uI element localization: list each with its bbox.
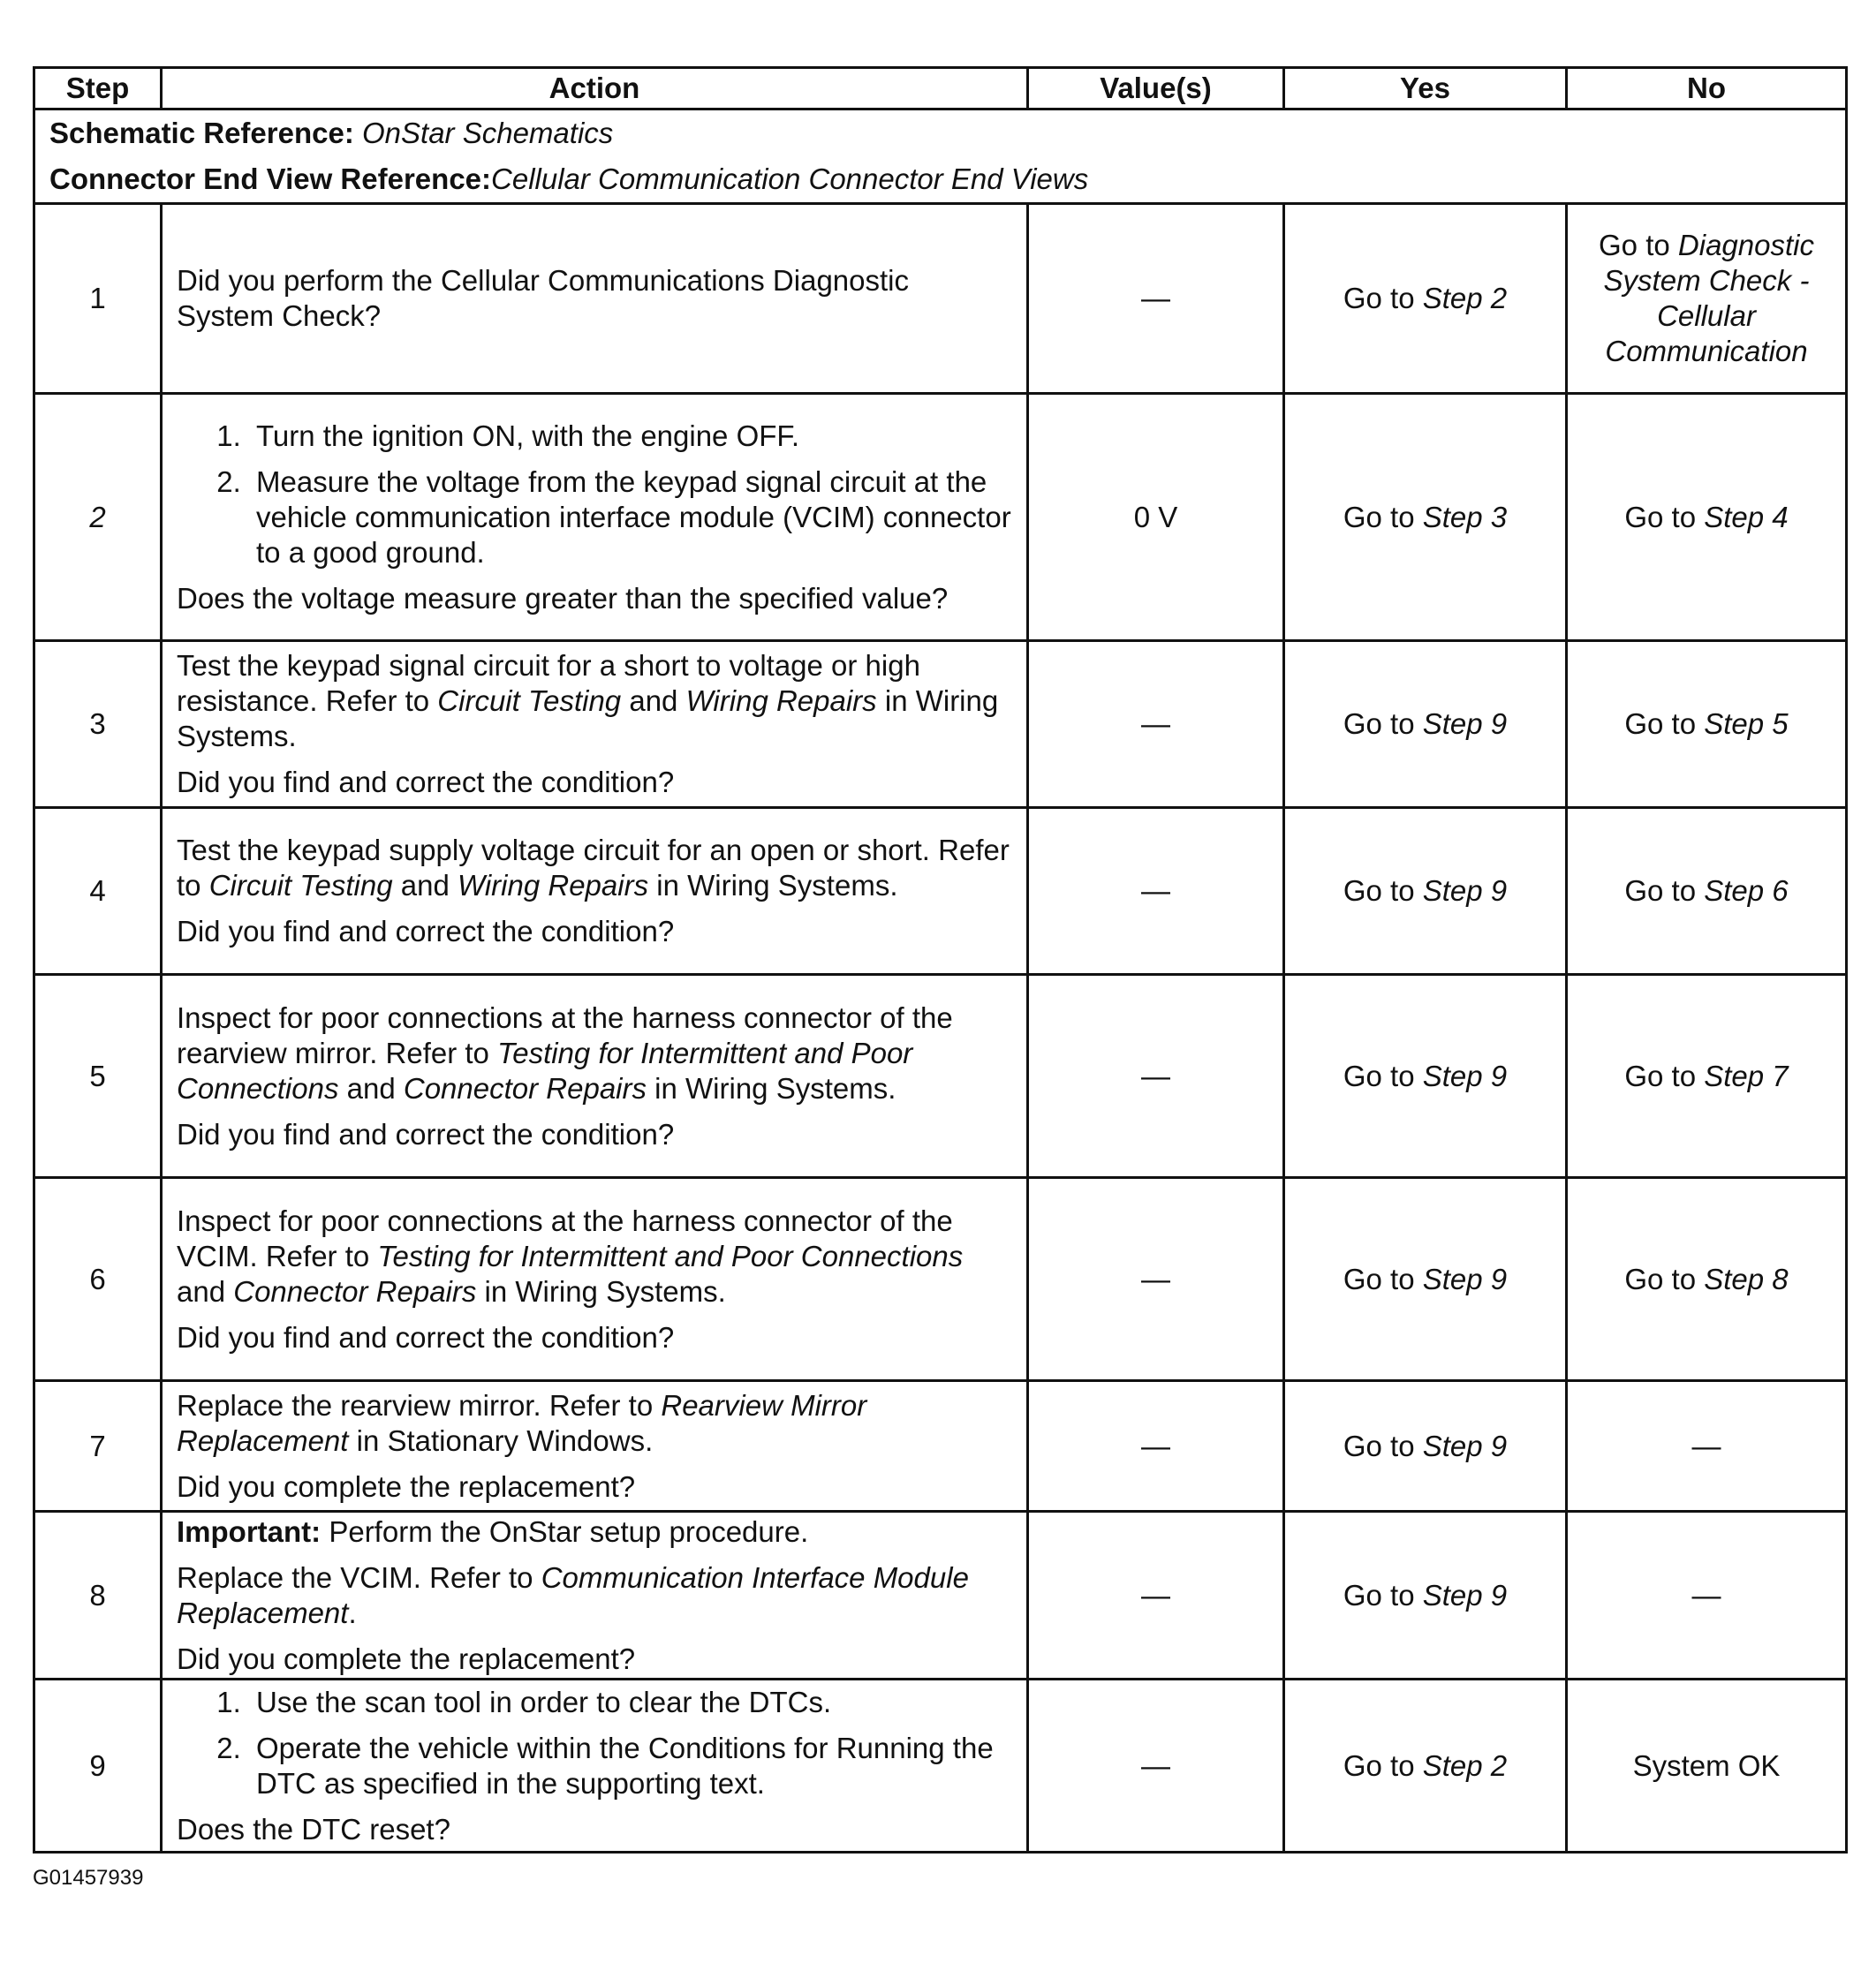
- yes-prefix: Go to: [1343, 874, 1415, 907]
- connector-reference-link[interactable]: Cellular Communication Connector End Views: [491, 162, 1089, 195]
- no-prefix: Go to: [1624, 500, 1697, 533]
- action-link[interactable]: Testing for Intermittent and Poor Connections: [177, 1036, 913, 1105]
- value-cell: —: [1028, 1178, 1284, 1381]
- action-link[interactable]: Wiring Repairs: [685, 684, 877, 717]
- action-cell: [162, 1512, 1028, 1680]
- header-values: Value(s): [1028, 68, 1284, 109]
- action-cell: [162, 1178, 1028, 1381]
- value-cell: —: [1028, 1381, 1284, 1512]
- action-link[interactable]: Communication Interface Module Replacement: [177, 1560, 969, 1629]
- no-prefix: Go to: [1624, 874, 1697, 907]
- action-link[interactable]: Circuit Testing: [208, 869, 393, 902]
- yes-cell: [1284, 204, 1567, 394]
- yes-prefix: Go to: [1343, 707, 1415, 740]
- yes-prefix: Go to: [1343, 1429, 1415, 1462]
- reference-row: [34, 109, 1847, 204]
- action-link[interactable]: Wiring Repairs: [457, 869, 649, 902]
- no-link[interactable]: Step 8: [1704, 1262, 1789, 1295]
- no-cell: —: [1567, 1381, 1847, 1512]
- yes-cell: [1284, 1178, 1567, 1381]
- no-cell: [1567, 1178, 1847, 1381]
- important-note: [177, 1514, 1012, 1550]
- step-number: 5: [34, 975, 162, 1178]
- no-link[interactable]: Step 5: [1704, 707, 1789, 740]
- table-row: [34, 1178, 1847, 1381]
- yes-cell: [1284, 808, 1567, 975]
- value-cell: 0 V: [1028, 394, 1284, 641]
- value-cell: —: [1028, 1512, 1284, 1680]
- action-list-item: 2. Measure the voltage from the keypad signal circuit at the vehicle communication interface module (VCIM) connector to a good ground.: [249, 464, 1012, 570]
- action-text-part: and: [400, 869, 450, 902]
- yes-prefix: Go to: [1343, 1748, 1415, 1782]
- table-row: [34, 1512, 1847, 1680]
- value-cell: —: [1028, 204, 1284, 394]
- yes-prefix: Go to: [1343, 500, 1415, 533]
- action-text-part: in Wiring Systems.: [484, 1274, 726, 1308]
- important-label: Important:: [177, 1514, 321, 1548]
- no-cell: [1567, 204, 1847, 394]
- action-cell: [162, 1680, 1028, 1853]
- table-row: [34, 975, 1847, 1178]
- action-text-part: in Wiring Systems.: [654, 1071, 896, 1105]
- action-text-part: and: [346, 1071, 396, 1105]
- action-cell: [162, 808, 1028, 975]
- action-text-part: and: [177, 1274, 226, 1308]
- action-question: Did you find and correct the condition?: [177, 1117, 675, 1151]
- step-number: 7: [34, 1381, 162, 1512]
- yes-cell: [1284, 1512, 1567, 1680]
- no-link[interactable]: Step 4: [1704, 500, 1789, 533]
- action-cell: [162, 394, 1028, 641]
- no-prefix: Go to: [1624, 1262, 1697, 1295]
- no-cell: —: [1567, 1512, 1847, 1680]
- header-action: Action: [162, 68, 1028, 109]
- yes-cell: [1284, 1381, 1567, 1512]
- action-text-part: and: [629, 684, 678, 717]
- table-row: [34, 808, 1847, 975]
- action-text-part: .: [348, 1596, 357, 1629]
- action-text-part: Replace the rearview mirror. Refer to: [177, 1388, 654, 1422]
- schematic-reference-label: Schematic Reference:: [49, 117, 354, 149]
- action-question: Does the DTC reset?: [177, 1812, 450, 1846]
- action-question: Did you find and correct the condition?: [177, 766, 675, 798]
- yes-link[interactable]: Step 3: [1422, 500, 1508, 533]
- no-link[interactable]: Diagnostic System Check - Cellular Communication: [1603, 229, 1814, 367]
- action-link[interactable]: Testing for Intermittent and Poor Connections: [377, 1239, 964, 1272]
- schematic-reference: [49, 110, 1831, 156]
- important-text: Perform the OnStar setup procedure.: [329, 1514, 809, 1548]
- yes-link[interactable]: Step 9: [1422, 1059, 1508, 1092]
- yes-prefix: Go to: [1343, 1578, 1415, 1612]
- no-cell: [1567, 394, 1847, 641]
- action-link[interactable]: Connector Repairs: [403, 1071, 647, 1105]
- action-list: [177, 1685, 1012, 1801]
- figure-id: G01457939: [33, 1866, 144, 1890]
- action-link[interactable]: Connector Repairs: [233, 1274, 477, 1308]
- yes-cell: [1284, 394, 1567, 641]
- action-cell: [162, 641, 1028, 808]
- header-step: Step: [34, 68, 162, 109]
- action-text: [177, 1560, 1012, 1631]
- step-number: 8: [34, 1512, 162, 1680]
- action-list: [177, 419, 1012, 570]
- no-prefix: Go to: [1599, 229, 1670, 261]
- action-text: [177, 1000, 1012, 1106]
- yes-cell: [1284, 975, 1567, 1178]
- yes-link[interactable]: Step 2: [1422, 1748, 1508, 1782]
- action-question: Did you find and correct the condition?: [177, 1320, 675, 1354]
- action-list-item: 1. Use the scan tool in order to clear the DTCs.: [249, 1685, 1012, 1720]
- no-cell: [1567, 641, 1847, 808]
- step-number: 4: [34, 808, 162, 975]
- action-text-part: Replace the VCIM. Refer to: [177, 1560, 533, 1594]
- action-text: [177, 833, 1012, 903]
- action-text: [177, 648, 1012, 754]
- yes-cell: [1284, 641, 1567, 808]
- action-link[interactable]: Circuit Testing: [437, 684, 622, 717]
- action-list-item: 1. Turn the ignition ON, with the engine OFF.: [249, 419, 1012, 454]
- table-row: [34, 641, 1847, 808]
- yes-link[interactable]: Step 9: [1422, 1429, 1508, 1462]
- header-yes: Yes: [1284, 68, 1567, 109]
- action-question: Did you find and correct the condition?: [177, 915, 675, 948]
- value-cell: —: [1028, 1680, 1284, 1853]
- table-row: [34, 394, 1847, 641]
- value-cell: —: [1028, 975, 1284, 1178]
- action-text-part: Inspect for poor connections at the harness connector of the rearview mirror. Refer to: [177, 1000, 953, 1069]
- no-prefix: Go to: [1624, 1059, 1697, 1092]
- yes-prefix: Go to: [1343, 282, 1415, 314]
- yes-prefix: Go to: [1343, 1059, 1415, 1092]
- yes-prefix: Go to: [1343, 1262, 1415, 1295]
- yes-link[interactable]: Step 9: [1422, 707, 1508, 740]
- no-cell: System OK: [1567, 1680, 1847, 1853]
- step-number: 3: [34, 641, 162, 808]
- action-text-part: Inspect for poor connections at the harness connector of the VCIM. Refer to: [177, 1204, 953, 1272]
- action-link[interactable]: Rearview Mirror Replacement: [177, 1388, 867, 1457]
- action-text-part: in Stationary Windows.: [356, 1423, 654, 1457]
- yes-link[interactable]: Step 9: [1422, 874, 1508, 907]
- connector-reference: [49, 156, 1831, 202]
- no-prefix: Go to: [1624, 707, 1697, 740]
- action-cell: [162, 975, 1028, 1178]
- action-question: Did you complete the replacement?: [177, 1642, 636, 1675]
- header-row: [34, 68, 1847, 109]
- no-cell: [1567, 808, 1847, 975]
- step-number: 1: [34, 204, 162, 394]
- yes-link[interactable]: Step 9: [1422, 1578, 1508, 1612]
- action-list-item: 2. Operate the vehicle within the Conditions for Running the DTC as specified in the supporting text.: [249, 1731, 1012, 1801]
- step-number: 6: [34, 1178, 162, 1381]
- value-cell: —: [1028, 808, 1284, 975]
- action-cell: [162, 1381, 1028, 1512]
- action-text-part: in Wiring Systems.: [177, 684, 999, 752]
- action-text: [177, 1388, 1012, 1459]
- action-text-part: Test the keypad supply voltage circuit for an open or short. Refer to: [177, 834, 1010, 902]
- action-cell: [162, 204, 1028, 394]
- action-question: Does the voltage measure greater than the specified value?: [177, 581, 949, 615]
- action-text-part: Test the keypad signal circuit for a short to voltage or high resistance. Refer to: [177, 649, 920, 717]
- action-text-part: in Wiring Systems.: [656, 869, 898, 902]
- diagnostic-table: [33, 66, 1848, 1854]
- table-row: [34, 204, 1847, 394]
- yes-link[interactable]: Step 2: [1422, 282, 1508, 314]
- action-text: Did you perform the Cellular Communications Diagnostic System Check?: [177, 264, 910, 332]
- header-no: No: [1567, 68, 1847, 109]
- action-text: [177, 1204, 1012, 1310]
- step-number: 9: [34, 1680, 162, 1853]
- action-question: Did you complete the replacement?: [177, 1469, 636, 1503]
- yes-cell: [1284, 1680, 1567, 1853]
- table-row: [34, 1381, 1847, 1512]
- value-cell: —: [1028, 641, 1284, 808]
- connector-reference-label: Connector End View Reference:: [49, 162, 492, 195]
- yes-link[interactable]: Step 9: [1422, 1262, 1508, 1295]
- schematic-reference-link[interactable]: OnStar Schematics: [362, 117, 614, 149]
- no-cell: [1567, 975, 1847, 1178]
- step-number: 2: [34, 394, 162, 641]
- no-link[interactable]: Step 7: [1704, 1059, 1789, 1092]
- no-link[interactable]: Step 6: [1704, 874, 1789, 907]
- table-row: [34, 1680, 1847, 1853]
